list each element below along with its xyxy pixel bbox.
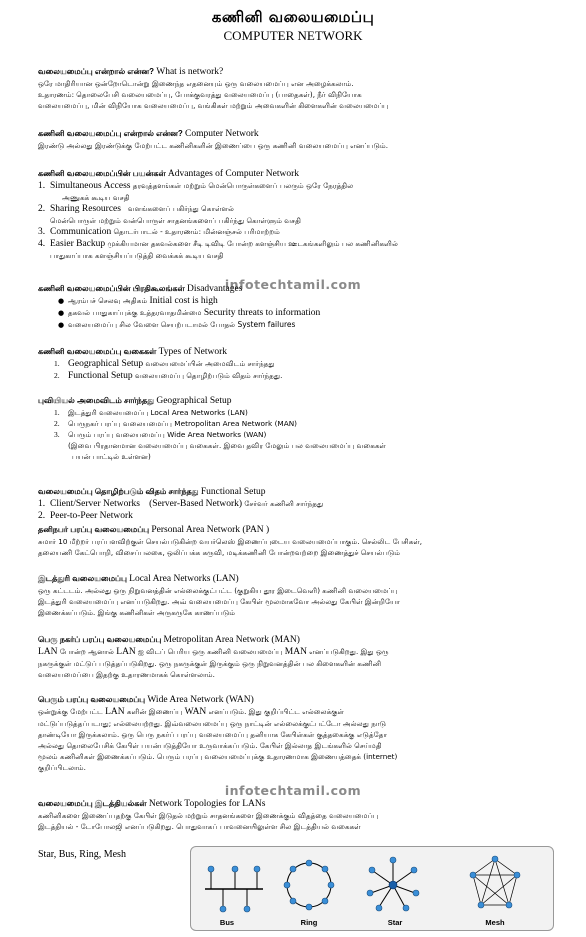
list-item: 4. Easier Backup முக்கியமான தகவல்களை சீடி டிவிடி போன்ற களஞ்சிய ஊடகங்களிலும் பல கணினிகளில் [38, 239, 398, 249]
bullet-item: ● தகவல் பாதுகாப்புக்கு உத்தரவாதமின்மை Security threats to information [54, 307, 558, 319]
paragraph-line: ஒன்றுக்கு மேற்பட்ட LAN களின் இணைப்பு WAN எனப்படும். இது குறிப்பிட்ட எல்லைக்குள் [38, 707, 345, 717]
mesh-label: Mesh [485, 918, 505, 927]
section-heading: வலையமைப்பு என்றால் என்ன? What is network? [38, 67, 224, 77]
list-item: 2. பெருநகர் பரப்பு வலையமைப்பு Metropolitan Area Network (MAN) [54, 419, 298, 428]
bullet-icon: ● [57, 321, 65, 329]
section-types-of-network [38, 346, 558, 382]
section-what-is-network [38, 66, 558, 111]
section-man [38, 634, 558, 680]
watermark: infotechtamil.com [224, 277, 362, 292]
list-item-continuation: பாதுகாப்பாக களஞ்சியப்படுத்தி வைக்கக் கூடிய வசதி [50, 251, 224, 260]
section-wan [38, 694, 558, 773]
paragraph-line: வலையமைப்பு, மின் விநியோக வலையமைப்பு, வங்கிகள் மற்றும் அவைகளின் கிளைகளின் வலையமைப்பு [38, 101, 389, 110]
bullet-item: ● வலையமைப்பு சில வேளை செயற்படாமல் போதல் System failures [54, 319, 558, 331]
list-item: 2. Sharing Resources வளங்களைப் பகிர்ந்து கொள்ளல் [38, 204, 235, 214]
list-item: 1. Simultaneous Access தரவுத்தளங்கள் மற்றும் மென்பொருள்களைப் பலரும் ஒரே நேரத்தில [38, 181, 354, 191]
paragraph-line: மூலம் கணினிகள் இணைக்கப்படும். பெரும் பரப்பு வலையமைப்புக்கு உதாரணமாக இணையத்தைக் (internet) [38, 752, 398, 761]
section-heading: வலையமைப்பு தொழிற்படும் விதம் சார்ந்தது Functional Setup [38, 487, 266, 497]
section-heading: தனிநபர் பரப்பு வலையமைப்பு Personal Area Network (PAN ) [38, 525, 270, 535]
section-geographical-setup [38, 395, 558, 462]
list-item: 3. Communication தொடர்பாடல் - உதாரணம்: மின்னஞ்சல் பரிமாற்றம் [38, 227, 280, 237]
list-item: 1. Client/Server Networks (Server-Based Network) சேர்வர் கணினி சார்ந்தது [38, 499, 324, 509]
paragraph-line: உதாரணம்: தொலைபேசி வலையமைப்பு, போக்குவரத்து வலையமைப்பு (பாதைகள்), நீர் விநியோக [38, 90, 362, 99]
paragraph-line: மட்டுப்படுத்தப்படாது; எல்லையற்றது. இவ்வலையமைப்பு ஒரு நாட்டின் எல்லைக்குட்பட்டோ அல்லது நாடு [38, 719, 387, 728]
paragraph-line: ஒரே மாதிரியான ஒன்றோடொன்று இணைந்த எதனையும் ஒரு வலையமைப்பு என அழைக்கலாம். [38, 79, 354, 88]
section-heading: பெரு நகர்ப் பரப்பு வலையமைப்பு Metropolitan Area Network (MAN) [38, 635, 300, 645]
section-functional-setup [38, 486, 558, 522]
list-item: 1. இடத்துரி வலையமைப்பு Local Area Networks (LAN) [54, 408, 248, 417]
paragraph-line: இரண்டு அல்லது இரண்டுக்கு மேற்பட்ட கணினிகளின் இணைப்பை ஒரு கணினி வலையமைப்பு எனப்படும். [38, 141, 389, 150]
paragraph-line: இடத்தியல் - டோபோலஜி எனப்படுகிறது. பொதுவாகப் பாவனையிலுள்ள சில இடத்தியல் வகைகள் [38, 822, 361, 831]
watermark: infotechtamil.com [224, 783, 362, 798]
paragraph-line: சுமார் 10 மீற்றர் பரப்பளவிற்குள் செயல்படுகின்ற வயர்லெஸ் இணைப்புடைய வலையமைப்பாகும். செல்லிட பேசிகள், [38, 537, 423, 546]
ring-label: Ring [300, 918, 318, 927]
note-line: பயன் பாட்டில் உள்ளன) [72, 452, 151, 461]
list-item-continuation: மென்பொருள் மற்றும் வன்பொருள் சாதனங்களைப் பகிர்ந்து கொள்ளும் வசதி [50, 216, 302, 225]
section-heading: கணினி வலையமைப்பு வகைகள் Types of Network [38, 347, 228, 357]
star-label: Star [387, 918, 403, 927]
paragraph-line: நகருக்குள் மட்டுப் படுத்தப்படுகிறது. ஒரு நகருக்குள் இருக்கும் ஒரு நிறுவனத்தின் பல கிளைகளின் கணினி [38, 659, 382, 668]
paragraph-line: ஒரு கட்டடம். அல்லது ஒரு நிறுவனத்தின் எல்லைக்குட்பட்ட (குறுகிய தூர இடைவெளி) கணினி வலையமைப்பு [38, 586, 398, 595]
list-item: 3. பெரும் பரப்பு வலையமைப்பு Wide Area Networks (WAN) [54, 430, 267, 439]
paragraph-line: வலையமைப்பை இதற்கு உதாரணமாகக் கொள்ளலாம். [38, 670, 215, 679]
mesh-nodes [470, 856, 520, 908]
topology-diagram-svg [191, 847, 553, 930]
section-pan [38, 524, 558, 558]
bullet-item: ● ஆரம்பச் செலவு அதிகம் Initial cost is high [54, 295, 558, 307]
section-topologies [38, 798, 558, 832]
section-computer-network [38, 128, 558, 151]
paragraph-line: தாண்டியோ இருக்கலாம். ஒரு பெரு நகர்ப் பரப்பு வலையமைப்பு தனியாக கேபிள்கள் குத்தகைக்கு எடுத்தோ [38, 730, 388, 739]
page-subtitle: COMPUTER NETWORK [223, 28, 363, 43]
paragraph-line: குறிப்பிடலாம். [38, 763, 86, 772]
list-item: 2. Functional Setup வலையமைப்பு தொழிற்படும் விதம் சார்ந்தது. [54, 371, 283, 381]
bus-topology [205, 866, 263, 912]
paragraph-line: அல்லது தொலைபேசிக் கேபிள் பயன்படுத்தியோ உருவாக்கப்படும். கேபிள் இல்லாத இடங்களில் செய்மதி [38, 741, 382, 750]
list-item: 1. Geographical Setup வலையமைப்பின் அமைவிடம் சார்ந்தது [54, 359, 275, 369]
section-lan [38, 573, 558, 618]
section-heading: கணினி வலையமைப்பின் பிரதிகூலங்கள் Disadvantages [38, 284, 243, 294]
paragraph-line: இணைக்கப்படும். இங்கு கணினிகள் அருகருகே காணப்படும் [38, 608, 236, 617]
section-heading: கணினி வலையமைப்பு என்றால் என்ன? Computer Network [38, 129, 259, 139]
bullet-icon: ● [57, 297, 65, 305]
list-item-continuation: அணுகக் கூடிய வசதி [62, 193, 130, 202]
section-heading: இடத்துரி வலையமைப்பு Local Area Networks (LAN) [38, 574, 239, 584]
paragraph-line: தலையணி கேட்பொறி, விசைப்பலகை, ஒலிப்பக்க கருவி, மடிக்கணினி போன்றவற்றை இணைத்துச் செயல்படும் [38, 548, 401, 557]
paragraph-line: இடத்துரி வலையமைப்பு எனப்படுகிறது. அவ் வலையமைப்பு கேபிள் மூலமாகவோ அல்லது கேபிள் இன்றியோ [38, 597, 401, 606]
section-disadvantages [38, 283, 558, 331]
note-line: (இவை பிரதானமான வலையமைப்பு வகைகள். இவை தவிர மேலும் பல வலையமைப்பு வகைகள் [68, 441, 387, 450]
bullet-icon: ● [57, 309, 65, 317]
mesh-topology [473, 859, 517, 905]
paragraph-line: LAN போன்ற ஆனால் LAN ஐ விடப் பெரிய ஒரு கணினி வலையமைப்பு MAN எனப்படுகிறது. இது ஒரு [38, 647, 389, 657]
bus-label: Bus [219, 918, 235, 927]
star-topology [367, 857, 419, 911]
section-heading: புவியியல் அமைவிடம் சார்ந்தது Geographical Setup [38, 396, 232, 406]
topology-list-label: Star, Bus, Ring, Mesh [38, 849, 126, 860]
list-item: 2. Peer-to-Peer Network [38, 511, 133, 521]
section-heading: பெரும் பரப்பு வலையமைப்பு Wide Area Network (WAN) [38, 695, 254, 705]
section-heading: வலையமைப்பு இடத்தியல்கள் Network Topologies for LANs [38, 799, 266, 809]
ring-topology [284, 860, 334, 910]
section-advantages [38, 168, 558, 261]
paragraph-line: கணினிகளை இணைப்பதற்கு கேபிள் இடுதல் மற்றும் சாதனங்களை இணைக்கும் விதத்தை வலையமைப்பு [38, 811, 379, 820]
section-heading: கணினி வலையமைப்பின் பயன்கள் Advantages of Computer Network [38, 169, 300, 179]
page-title: கணினி வலையமைப்பு [211, 8, 375, 26]
topology-diagram [190, 846, 554, 931]
